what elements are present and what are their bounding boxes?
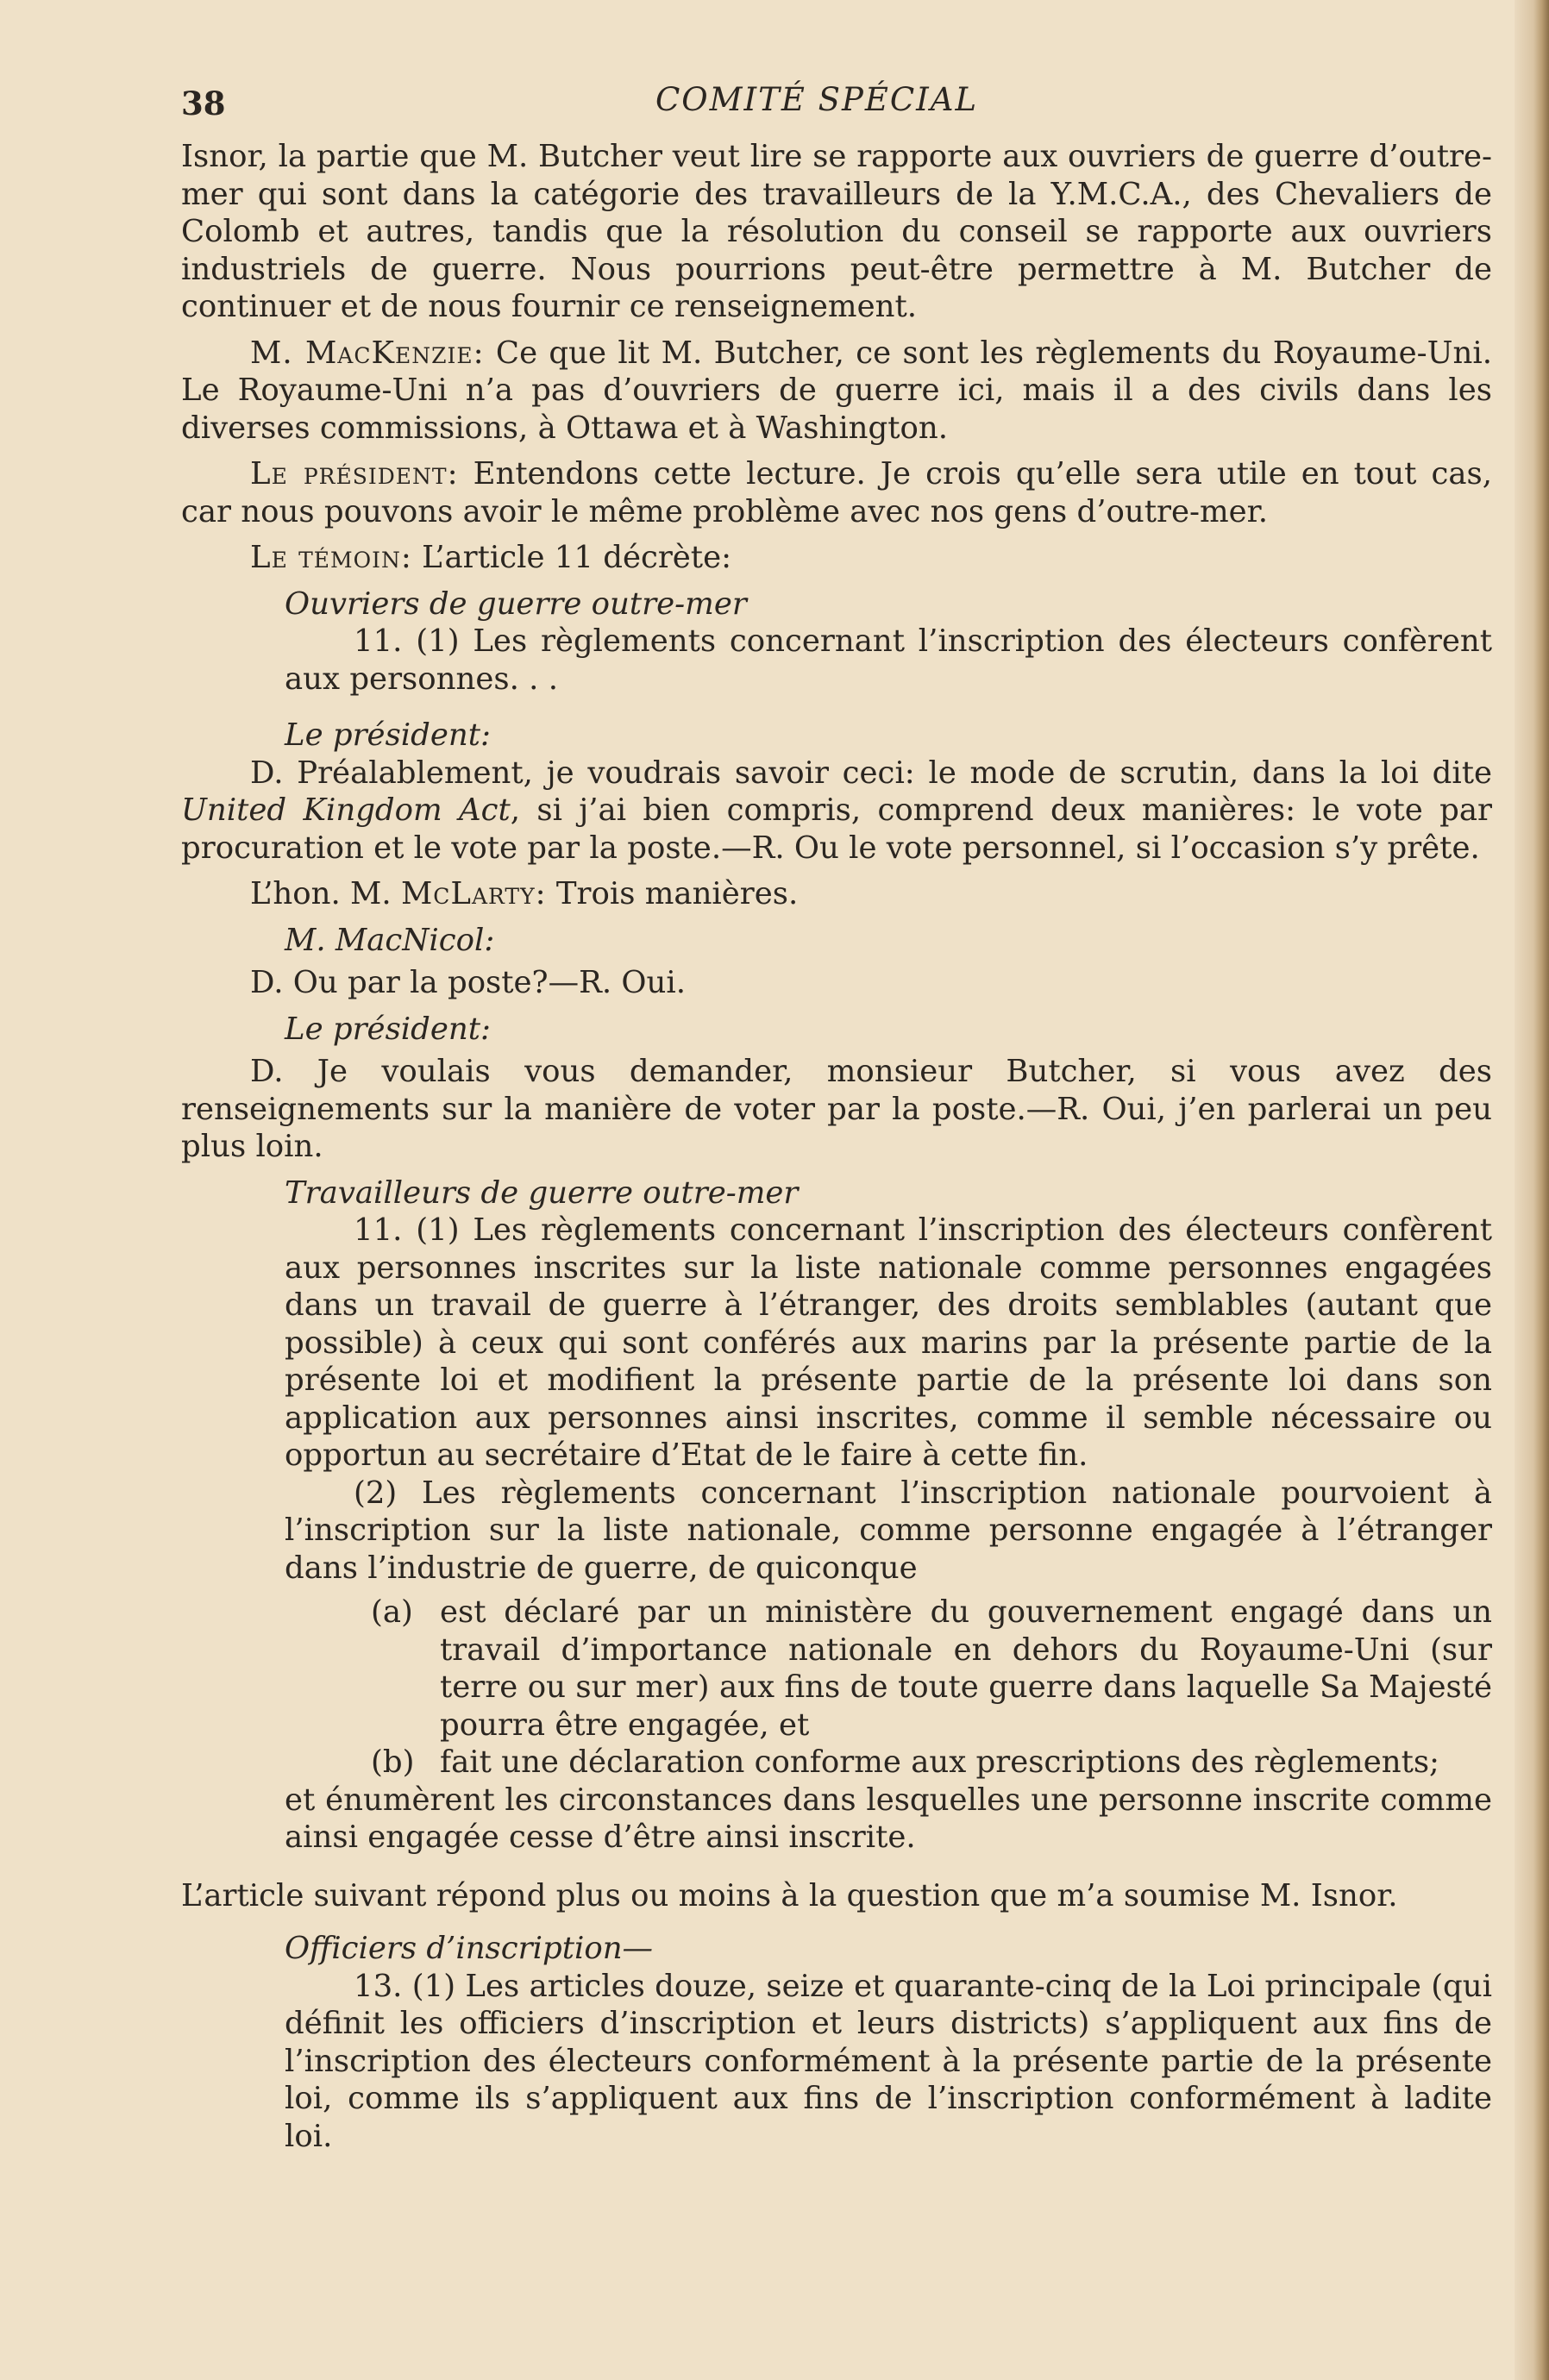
document-body bbox=[181, 138, 1492, 2155]
paragraph-continued: Isnor, la partie que M. Butcher veut lire se rapporte aux ouvriers de guerre d’outre-mer qui sont dans la catégorie des travailleurs de la Y.M.C.A., des Chevaliers de Colomb et autres, tandis que la résolution du conseil se rapporte aux ouvriers industriels de guerre. Nous pourrions peut-être permettre à M. Butcher de continuer et de nous fournir ce renseignement. bbox=[181, 139, 1492, 324]
list-item-letter: (b) bbox=[371, 1744, 415, 1780]
list-item-text: est déclaré par un ministère du gouvernement engagé dans un travail d’importance nationale en dehors du Royaume-Uni (sur terre ou sur mer) aux fins de toute guerre dans laquelle Sa Majesté pourra être engagée, et bbox=[440, 1594, 1492, 1743]
paragraph-witness-remark: L’article suivant répond plus ou moins à la question que m’a soumise M. Isnor. bbox=[181, 1877, 1398, 1913]
quote-paragraph: 13. (1) Les articles douze, seize et quarante-cinq de la Loi principale (qui définit les officiers d’inscription et leurs districts) s’appliquent aux fins de l’inscription des électeurs conformément à la présente partie de la présente loi, comme ils s’appliquent aux fins de l’inscription conformément à ladite loi. bbox=[285, 1968, 1492, 2154]
list-item-letter: (a) bbox=[371, 1594, 413, 1630]
quote-paragraph: 11. (1) Les règlements concernant l’inscription des électeurs confèrent aux personnes inscrites sur la liste nationale comme personnes engagées dans un travail de guerre à l’étranger, des droits semblables (autant que possible) à ceux qui sont conférés aux marins par la présente partie de la présente loi et modifient la présente partie de la présente loi dans son application aux personnes ainsi inscrites, comme il semble nécessaire ou opportun au secrétaire d’Etat de le faire à cette fin. bbox=[285, 1212, 1492, 1473]
section-heading: Officiers d’inscription— bbox=[285, 1931, 654, 1966]
question-answer: D. Ou par la poste?—R. Oui. bbox=[250, 965, 686, 1000]
list-item bbox=[181, 1594, 1492, 1744]
section-heading: Ouvriers de guerre outre-mer bbox=[285, 586, 747, 622]
section-heading: Travailleurs de guerre outre-mer bbox=[285, 1174, 799, 1211]
speech-text: L’article 11 décrète: bbox=[411, 540, 732, 575]
speaker-name: Le président: bbox=[250, 456, 459, 492]
quoted-article bbox=[181, 1212, 1492, 1587]
speaker-name: Le témoin: bbox=[250, 540, 412, 575]
paragraph-mackenzie bbox=[181, 335, 1492, 448]
quoted-article bbox=[181, 623, 1492, 698]
paragraph-mclarty: L’hon. M. McLarty: Trois manières. bbox=[250, 876, 799, 911]
list-item-text: fait une déclaration conforme aux prescriptions des règlements; bbox=[440, 1744, 1440, 1780]
speech-text: Entendons cette lecture. Je crois qu’elle sera utile en tout cas, car nous pouvons avoir le même problème avec nos gens d’outre-mer. bbox=[181, 456, 1492, 529]
quoted-article bbox=[181, 1968, 1492, 2156]
page-header bbox=[181, 69, 1492, 138]
page-edge-shadow bbox=[1515, 0, 1549, 2380]
law-title: United Kingdom Act bbox=[181, 792, 511, 828]
speaker-name: McLarty: bbox=[400, 876, 547, 911]
speaker-heading: Le président: bbox=[285, 1011, 491, 1047]
question-answer: D. Préalablement, je voudrais savoir ceci: le mode de scrutin, dans la loi dite United Kingdom Act, si j’ai bien compris, comprend deux manières: le vote par procuration et le vote par la poste.—R. Ou le vote personnel, si l’occasion s’y prête. bbox=[181, 755, 1492, 866]
list-item bbox=[181, 1744, 1492, 1782]
quote-paragraph: 11. (1) Les règlements concernant l’inscription des électeurs confèrent aux personnes. . . bbox=[285, 623, 1492, 697]
running-title: COMITÉ SPÉCIAL bbox=[655, 81, 979, 118]
document-page bbox=[181, 69, 1492, 2155]
quote-paragraph: (2) Les règlements concernant l’inscription nationale pourvoient à l’inscription sur la liste nationale, comme personne engagée à l’étranger dans l’industrie de guerre, de quiconque bbox=[285, 1475, 1492, 1586]
speaker-heading: M. MacNicol: bbox=[285, 922, 495, 958]
paragraph-witness bbox=[181, 539, 1492, 577]
quote-paragraph: et énumèrent les circonstances dans lesquelles une personne inscrite comme ainsi engagée cesse d’être ainsi inscrite. bbox=[285, 1782, 1492, 1855]
page-number: 38 bbox=[181, 85, 226, 122]
speaker-heading: Le président: bbox=[285, 717, 491, 753]
speaker-name: M. MacKenzie: bbox=[250, 335, 485, 371]
question-answer: D. Je voulais vous demander, monsieur Butcher, si vous avez des renseignements sur la manière de voter par la poste.—R. Oui, j’en parlerai un peu plus loin. bbox=[181, 1054, 1492, 1164]
paragraph-president bbox=[181, 455, 1492, 530]
speech-text: Ce que lit M. Butcher, ce sont les règlements du Royaume-Uni. Le Royaume-Uni n’a pas d’ouvriers de guerre ici, mais il a des civils dans les diverses commissions, à Ottawa et à Washington. bbox=[181, 335, 1492, 446]
